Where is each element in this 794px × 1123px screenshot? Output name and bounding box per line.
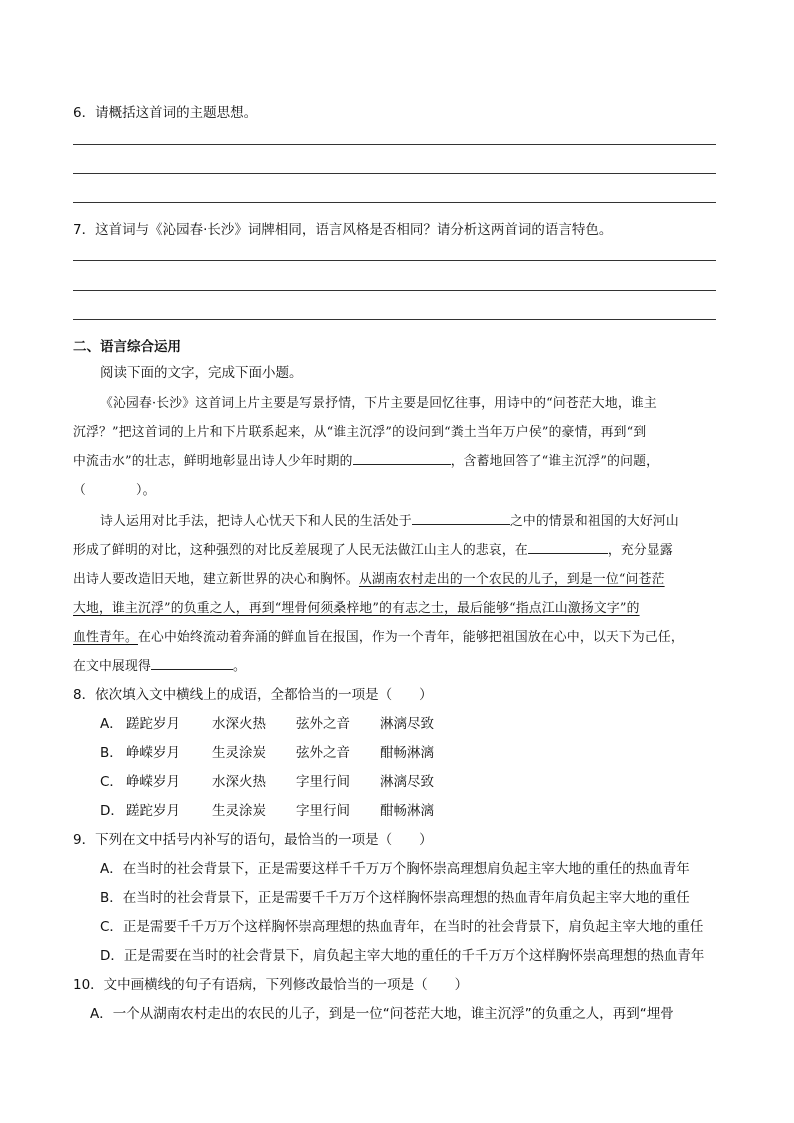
q8-option-c[interactable]: C． 峥嵘岁月 水深火热 字里行间 淋漓尽致 [100, 774, 434, 790]
answer-line[interactable] [73, 290, 716, 291]
q9-option-c[interactable]: C．正是需要千千万万个这样胸怀崇高理想的热血青年，在当时的社会背景下，肩负起主宰大地的重任 [100, 919, 704, 935]
q8-option-d[interactable]: D． 蹉跎岁月 生灵涂炭 字里行间 酣畅淋漓 [100, 803, 434, 819]
passage-line: 沉浮？”把这首词的上片和下片联系起来，从“谁主沉浮”的设问到“粪土当年万户侯”的豪情，再到“到 [73, 425, 647, 440]
passage-line [73, 655, 246, 674]
fill-blank-1[interactable] [353, 452, 451, 465]
passage-line [73, 450, 659, 469]
fill-blank-4[interactable] [151, 657, 233, 670]
q9-option-a[interactable]: A．在当时的社会背景下，正是需要这样千千万万个胸怀崇高理想肩负起主宰大地的重任的热血青年 [100, 861, 690, 877]
underlined-sentence: 血性青年。 [73, 630, 138, 645]
underlined-sentence: 大地，谁主沉浮”的负重之人，再到“埋骨何须桑梓地”的有志之士，最后能够“指点江山激扬文字”的 [73, 601, 640, 616]
passage-text: ，含蓄地回答了“谁主沉浮”的问题， [450, 454, 660, 469]
passage-line: 《沁园春·长沙》这首词上片主要是写景抒情，下片主要是回忆往事，用诗中的“问苍茫大地，谁主 [100, 396, 657, 411]
passage-text: 之中的情景和祖国的大好河山 [509, 514, 679, 529]
q8-option-a[interactable]: A． 蹉跎岁月 水深火热 弦外之音 淋漓尽致 [100, 716, 434, 732]
fill-blank-2[interactable] [412, 512, 510, 525]
instruction-text: 阅读下面的文字，完成下面小题。 [100, 365, 303, 381]
q8-option-b[interactable]: B． 峥嵘岁月 生灵涂炭 弦外之音 酣畅淋漓 [100, 745, 434, 761]
answer-line[interactable] [73, 202, 716, 203]
passage-line [73, 626, 684, 645]
passage-line [73, 539, 673, 558]
passage-text: ，充分显露 [607, 543, 673, 558]
passage-text: 中流击水”的壮志，鲜明地彰显出诗人少年时期的 [73, 454, 353, 469]
question-7: 7．这首词与《沁园春·长沙》词牌相同，语言风格是否相同？请分析这两首词的语言特色。 [73, 222, 613, 238]
passage-text: 形成了鲜明的对比，这种强烈的对比反差展现了人民无法做江山主人的悲哀，在 [73, 543, 528, 558]
underlined-sentence: 从湖南农村走出的一个农民的儿子，到是一位“问苍茫 [358, 572, 665, 587]
answer-line[interactable] [73, 319, 716, 320]
passage-text: 在文中展现得 [73, 659, 151, 674]
passage-line [100, 510, 679, 529]
fill-blank-3[interactable] [528, 541, 608, 554]
paren-close: ）。 [136, 483, 156, 498]
q10-option-a[interactable]: A．一个从湖南农村走出的农民的儿子，到是一位“问苍茫大地，谁主沉浮”的负重之人，再到“埋骨 [90, 1006, 674, 1022]
passage-text: 诗人运用对比手法，把诗人心忧天下和人民的生活处于 [100, 514, 412, 529]
q9-option-b[interactable]: B．在当时的社会背景下，正是需要千千万万个这样胸怀崇高理想的热血青年肩负起主宰大地的重任 [100, 890, 690, 906]
passage-line [73, 479, 156, 498]
passage-text: 出诗人要改造旧天地，建立新世界的决心和胸怀。 [73, 572, 359, 587]
q9-option-d[interactable]: D．正是需要在当时的社会背景下，肩负起主宰大地的重任的千千万万个这样胸怀崇高理想的热血青年 [100, 948, 705, 964]
answer-line[interactable] [73, 260, 716, 261]
passage-text: 。 [232, 659, 246, 674]
passage-line [73, 568, 665, 587]
paren-open: （ [73, 483, 86, 498]
question-10: 10．文中画横线的句子有语病，下列修改最恰当的一项是（ ） [73, 977, 469, 993]
question-8: 8．依次填入文中横线上的成语，全都恰当的一项是（ ） [73, 687, 433, 703]
answer-line[interactable] [73, 144, 716, 145]
section-title: 二、语言综合运用 [73, 339, 181, 355]
question-9: 9．下列在文中括号内补写的语句，最恰当的一项是（ ） [73, 832, 433, 848]
question-6: 6．请概括这首词的主题思想。 [73, 105, 258, 121]
answer-line[interactable] [73, 173, 716, 174]
passage-text: 在心中始终流动着奔涌的鲜血旨在报国，作为一个青年，能够把祖国放在心中，以天下为己任， [137, 630, 684, 645]
